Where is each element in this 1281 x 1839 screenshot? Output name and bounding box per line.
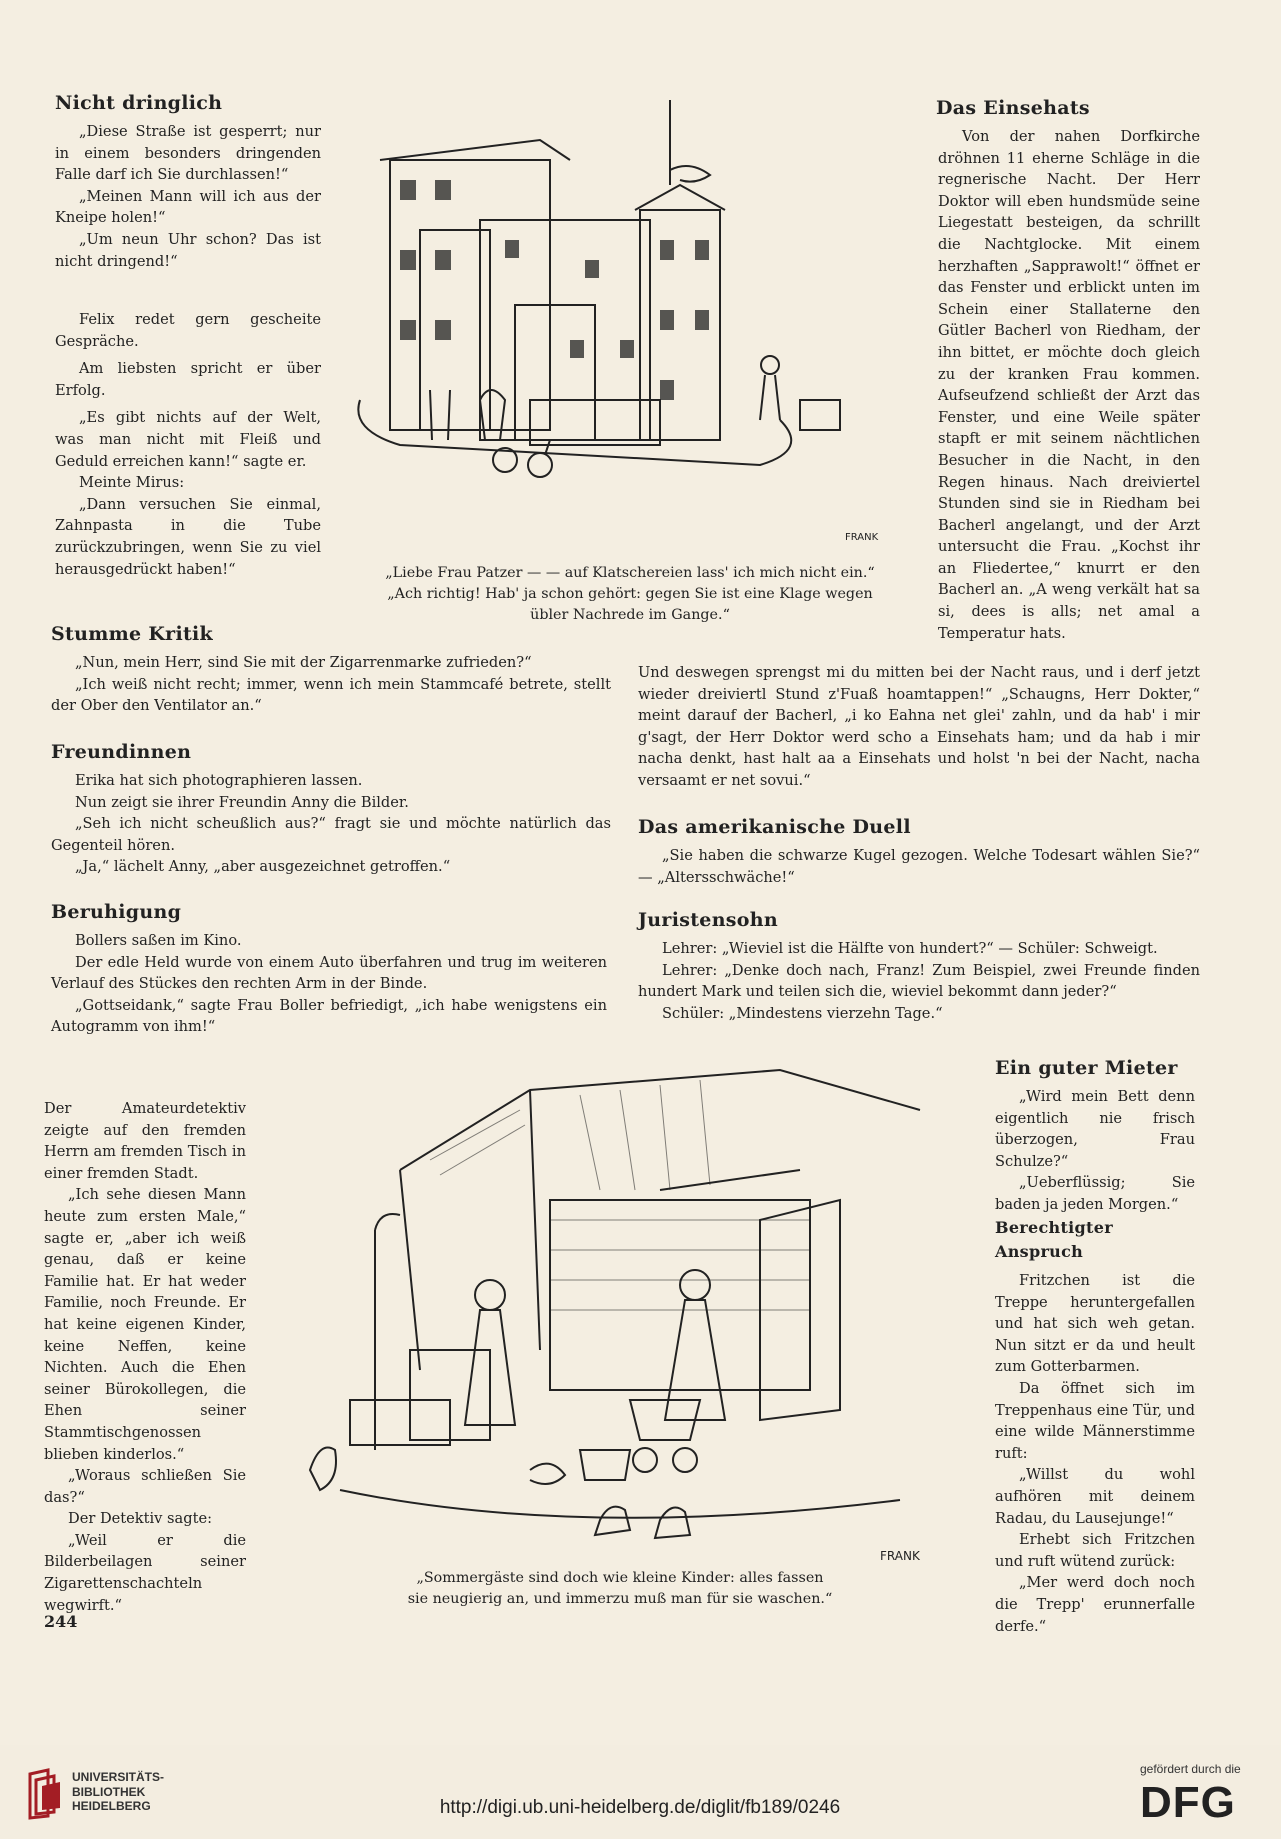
article-title: Beruhigung — [51, 901, 182, 923]
paragraph: „Es gibt nichts auf der Welt, was man nicht mit Fleiß und Geduld erreichen kann!“ sagte er. — [55, 409, 321, 470]
caption-line: „Sommergäste sind doch wie kleine Kinder: alles fassen — [416, 1570, 824, 1586]
article-beruhigung — [51, 900, 607, 1038]
paragraph: Da öffnet sich im Treppenhaus eine Tür, und eine wilde Männerstimme ruft: — [995, 1379, 1195, 1462]
funding-note: gefördert durch die — [1140, 1762, 1241, 1776]
paragraph: „Diese Straße ist gesperrt; nur in einem besonders dringenden Falle darf ich Sie durchlassen!“ — [55, 123, 321, 184]
paragraph: Erika hat sich photographieren lassen. — [75, 772, 363, 789]
caption-line: übler Nachrede im Gange.“ — [530, 607, 730, 623]
article-title: Juristensohn — [638, 909, 779, 931]
caption-line: „Liebe Frau Patzer — — auf Klatschereien lass' ich mich nicht ein.“ — [385, 565, 875, 581]
paragraph: Meinte Mirus: — [79, 474, 185, 492]
paragraph: „Wird mein Bett denn eigentlich nie frisch überzogen, Frau Schulze?“ — [995, 1088, 1195, 1170]
article-einsehats — [938, 96, 1200, 644]
paragraph: Bollers saßen im Kino. — [75, 932, 242, 949]
caption-line: „Ach richtig! Hab' ja schon gehört: gegen Sie ist eine Klage wegen — [387, 586, 873, 602]
caption-courtyard — [370, 1568, 870, 1610]
paragraph: Nun zeigt sie ihrer Freundin Anny die Bilder. — [75, 793, 409, 811]
dfg-logo[interactable]: DFG — [1140, 1778, 1236, 1827]
article-title: Berechtigter Anspruch — [995, 1218, 1113, 1261]
page-url-link[interactable]: http://digi.ub.uni-heidelberg.de/diglit/fb189/0246 — [439, 1797, 841, 1818]
library-line: HEIDELBERG — [72, 1799, 151, 1813]
building-illustration — [340, 100, 920, 550]
article-duell — [638, 815, 1200, 888]
paragraph: „Seh ich nicht scheußlich aus?“ fragt sie und möchte natürlich das Gegenteil hören. — [51, 815, 611, 854]
paragraph: Der Detektiv sagte: — [68, 1510, 212, 1528]
paragraph: Schüler: „Mindestens vierzehn Tage.“ — [662, 1004, 943, 1022]
library-line: BIBLIOTHEK — [72, 1784, 146, 1799]
paragraph: „Weil er die Bilderbeilagen seiner Zigarettenschachteln wegwirft.“ — [44, 1531, 246, 1614]
article-freundinnen — [51, 740, 611, 878]
article-anspruch — [995, 1216, 1195, 1637]
page-number: 244 — [44, 1612, 78, 1631]
paragraph: Lehrer: „Denke doch nach, Franz! Zum Beispiel, zwei Freunde finden hundert Mark und teilen sich die, wieviel bekommt dann jeder?“ — [638, 961, 1200, 1001]
caption-building — [340, 563, 920, 626]
paragraph: „Ich sehe diesen Mann heute zum ersten Male,“ sagte er, „aber ich weiß genau, daß er keine Familie hat. Er hat weder Familie, noch Freunde. Er hat keine eigenen Kinder, keine Neffen, keine Nichten. Auch die Ehen seiner Bürokollegen, die Ehen seiner Stammtischgenossen blieben kinderlos.“ — [44, 1186, 246, 1463]
article-amateurdetektiv — [44, 1098, 246, 1616]
paragraph: „Ja,“ lächelt Anny, „aber ausgezeichnet getroffen.“ — [75, 858, 451, 876]
footer-bar — [0, 1745, 1281, 1839]
paragraph: „Sie haben die schwarze Kugel gezogen. Welche Todesart wählen Sie?“ — „Altersschwäche!“ — [638, 847, 1200, 886]
paragraph: „Um neun Uhr schon? Das ist nicht dringend!“ — [55, 230, 321, 270]
article-title: Das Einsehats — [936, 97, 1090, 119]
illustration-signature: FRANK — [880, 1549, 920, 1563]
paragraph: „Mer werd doch noch die Trepp' erunnerfalle derfe.“ — [995, 1574, 1195, 1635]
paragraph: „Dann versuchen Sie einmal, Zahnpasta in die Tube zurückzubringen, wenn Sie zu viel herausgedrückt haben!“ — [55, 495, 321, 578]
paragraph: Der edle Held wurde von einem Auto überfahren und trug im weiteren Verlauf des Stückes den rechten Arm in der Binde. — [51, 953, 607, 993]
library-line: UNIVERSITÄTS- — [72, 1770, 165, 1784]
article-einsehats-continued — [638, 662, 1200, 792]
paragraph: „Willst du wohl aufhören mit deinem Radau, du Lausejunge!“ — [995, 1466, 1195, 1527]
paragraph: „Woraus schließen Sie das?“ — [44, 1467, 246, 1506]
article-title: Freundinnen — [51, 741, 192, 763]
paragraph: „Meinen Mann will ich aus der Kneipe holen!“ — [55, 187, 321, 227]
caption-line: sie neugierig an, und immerzu muß man für sie waschen.“ — [407, 1591, 833, 1607]
article-title: Stumme Kritik — [51, 623, 214, 645]
paragraph: Von der nahen Dorfkirche dröhnen 11 eherne Schläge in die regnerische Nacht. Der Herr Doktor will eben hundsmüde seine Liegestatt besteigen, da schrillt die Nachtglocke. Mit einem herzhaften „Sapprawolt!“ öffnet er das Fenster und erblickt unten im Schein einer Stallaterne den Gütler Bacherl von Riedham, der ihn bittet, er möchte doch gleich zu der kranken Frau kommen. Aufseufzend schließt der Arzt das Fenster, und eine Weile später stapft er mit seinem nächtlichen Besucher in die Nacht, in den Regen hinaus. Nach dreiviertel Stunden sind sie in Riedham bei Bacherl angelangt, und der Arzt untersucht die Frau. „Kochst ihr an Fliedertee,“ knurrt er den Bacherl an. „A weng verkält hat sa si, dees is alls; net amal a Temperatur hats. — [938, 128, 1200, 642]
article-stumme-kritik — [51, 622, 611, 717]
paragraph: Fritzchen ist die Treppe heruntergefallen und hat sich weh getan. Nun sitzt er da und heult zum Gotterbarmen. — [995, 1272, 1195, 1376]
paragraph: Lehrer: „Wieviel ist die Hälfte von hundert?“ — Schüler: Schweigt. — [662, 940, 1158, 957]
courtyard-illustration — [280, 1050, 970, 1565]
paragraph: Der Amateurdetektiv zeigte auf den fremden Herrn am fremden Tisch in einer fremden Stadt. — [44, 1100, 246, 1182]
paragraph: „Nun, mein Herr, sind Sie mit der Zigarrenmarke zufrieden?“ — [75, 654, 532, 671]
paragraph: „Gottseidank,“ sagte Frau Boller befriedigt, „ich habe wenigstens ein Autogramm von ihm!“ — [51, 996, 607, 1036]
article-title: Ein guter Mieter — [995, 1057, 1178, 1079]
article-juristensohn — [638, 908, 1200, 1024]
article-mieter — [995, 1056, 1195, 1216]
article-title: Das amerikanische Duell — [638, 816, 911, 838]
article-nicht-dringlich — [55, 91, 321, 272]
paragraph: Felix redet gern gescheite Gespräche. — [55, 311, 321, 350]
university-library-logo-icon[interactable] — [26, 1768, 66, 1820]
paragraph: „Ich weiß nicht recht; immer, wenn ich mein Stammcafé betrete, stellt der Ober den Ventilator an.“ — [51, 675, 611, 715]
paragraph: „Ueberflüssig; Sie baden ja jeden Morgen.“ — [995, 1174, 1195, 1213]
article-title: Nicht dringlich — [55, 92, 223, 114]
university-library-name[interactable] — [72, 1770, 164, 1814]
paragraph: Erhebt sich Fritzchen und ruft wütend zurück: — [995, 1531, 1195, 1570]
paragraph: Und deswegen sprengst mi du mitten bei der Nacht raus, und i derf jetzt wieder dreiviertl Stund z'Fuaß hoamtappen!“ „Schaugns, Herr Dokter,“ meint darauf der Bacherl, „i ko Eahna net glei' zahln, und da hab' i mir g'sagt, der Herr Doktor werd scho a Einsehats ham; und da hab i mir nacha denkt, hast halt aa a Einsehats und holst 'n bei der Nacht, nacha versaamt er net sovui.“ — [638, 664, 1200, 789]
illustration-signature: FRANK — [845, 532, 879, 543]
paragraph: Am liebsten spricht er über Erfolg. — [55, 360, 321, 399]
article-felix — [55, 309, 321, 580]
